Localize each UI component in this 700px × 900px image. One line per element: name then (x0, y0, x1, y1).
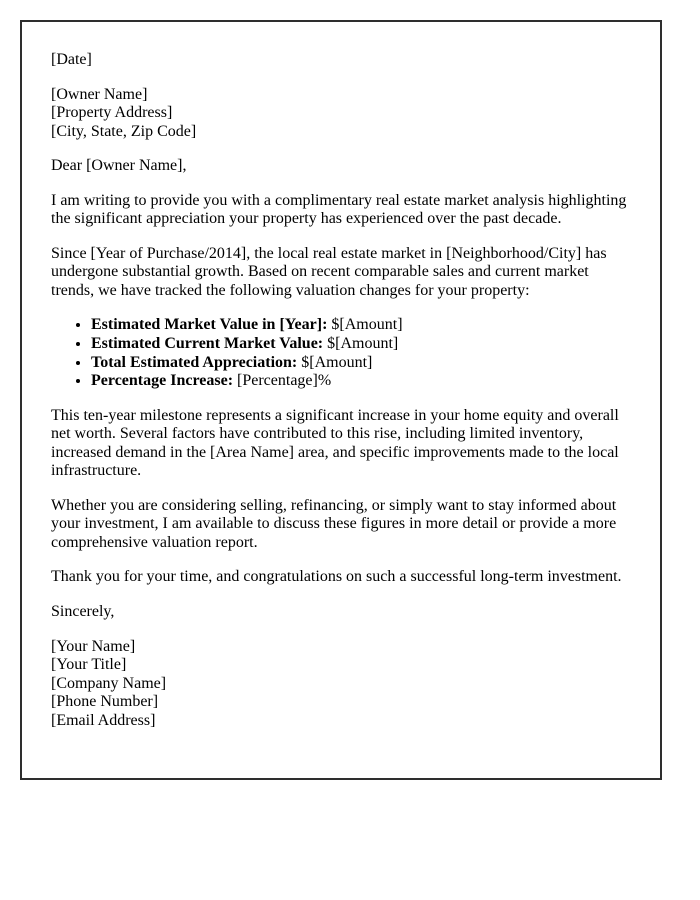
paragraph-thanks: Thank you for your time, and congratulations on such a successful long-term investment. (51, 568, 622, 586)
signature-block (51, 638, 631, 731)
paragraph-market-growth: Since [Year of Purchase/2014], the local real estate market in [Neighborhood/City] has undergone substantial growth. Based on recent comparable sales and current market trends, we have tracked the following valuation changes for your property: (51, 244, 607, 299)
recipient-owner-name: [Owner Name] (51, 85, 148, 103)
bullet-total-appreciation (91, 354, 631, 373)
bullet-label: Estimated Current Market Value: (91, 335, 324, 353)
closing: Sincerely, (51, 603, 115, 621)
valuation-bullet-list (51, 316, 631, 390)
bullet-value: $[Amount] (327, 335, 399, 353)
recipient-block (51, 86, 631, 142)
salutation: Dear [Owner Name], (51, 157, 187, 175)
bullet-market-value-in-year (91, 316, 631, 335)
recipient-city-state-zip: [City, State, Zip Code] (51, 122, 197, 140)
bullet-current-market-value (91, 335, 631, 354)
bullet-label: Total Estimated Appreciation: (91, 353, 298, 371)
signature-your-title: [Your Title] (51, 656, 127, 674)
paragraph-milestone: This ten-year milestone represents a significant increase in your home equity and overall net worth. Several factors have contributed to this rise, including limited inventory, increased demand in the [Area Name] area, and specific improvements made to the local infrastructure. (51, 406, 619, 480)
paragraph-intro: I am writing to provide you with a complimentary real estate market analysis highlighting the significant appreciation your property has experienced over the past decade. (51, 191, 627, 228)
signature-phone-number: [Phone Number] (51, 693, 159, 711)
date-line: [Date] (51, 51, 92, 68)
bullet-label: Percentage Increase: (91, 372, 234, 390)
signature-company-name: [Company Name] (51, 674, 167, 692)
recipient-property-address: [Property Address] (51, 104, 173, 122)
letter-page (20, 20, 662, 780)
bullet-label: Estimated Market Value in [Year]: (91, 316, 328, 334)
bullet-value: [Percentage]% (237, 372, 332, 390)
signature-your-name: [Your Name] (51, 637, 136, 655)
bullet-percentage-increase (91, 372, 631, 391)
signature-email-address: [Email Address] (51, 711, 156, 729)
bullet-value: $[Amount] (331, 316, 403, 334)
bullet-value: $[Amount] (301, 353, 373, 371)
paragraph-availability: Whether you are considering selling, refinancing, or simply want to stay informed about your investment, I am available to discuss these figures in more detail or provide a more comprehensive valuation report. (51, 496, 617, 551)
